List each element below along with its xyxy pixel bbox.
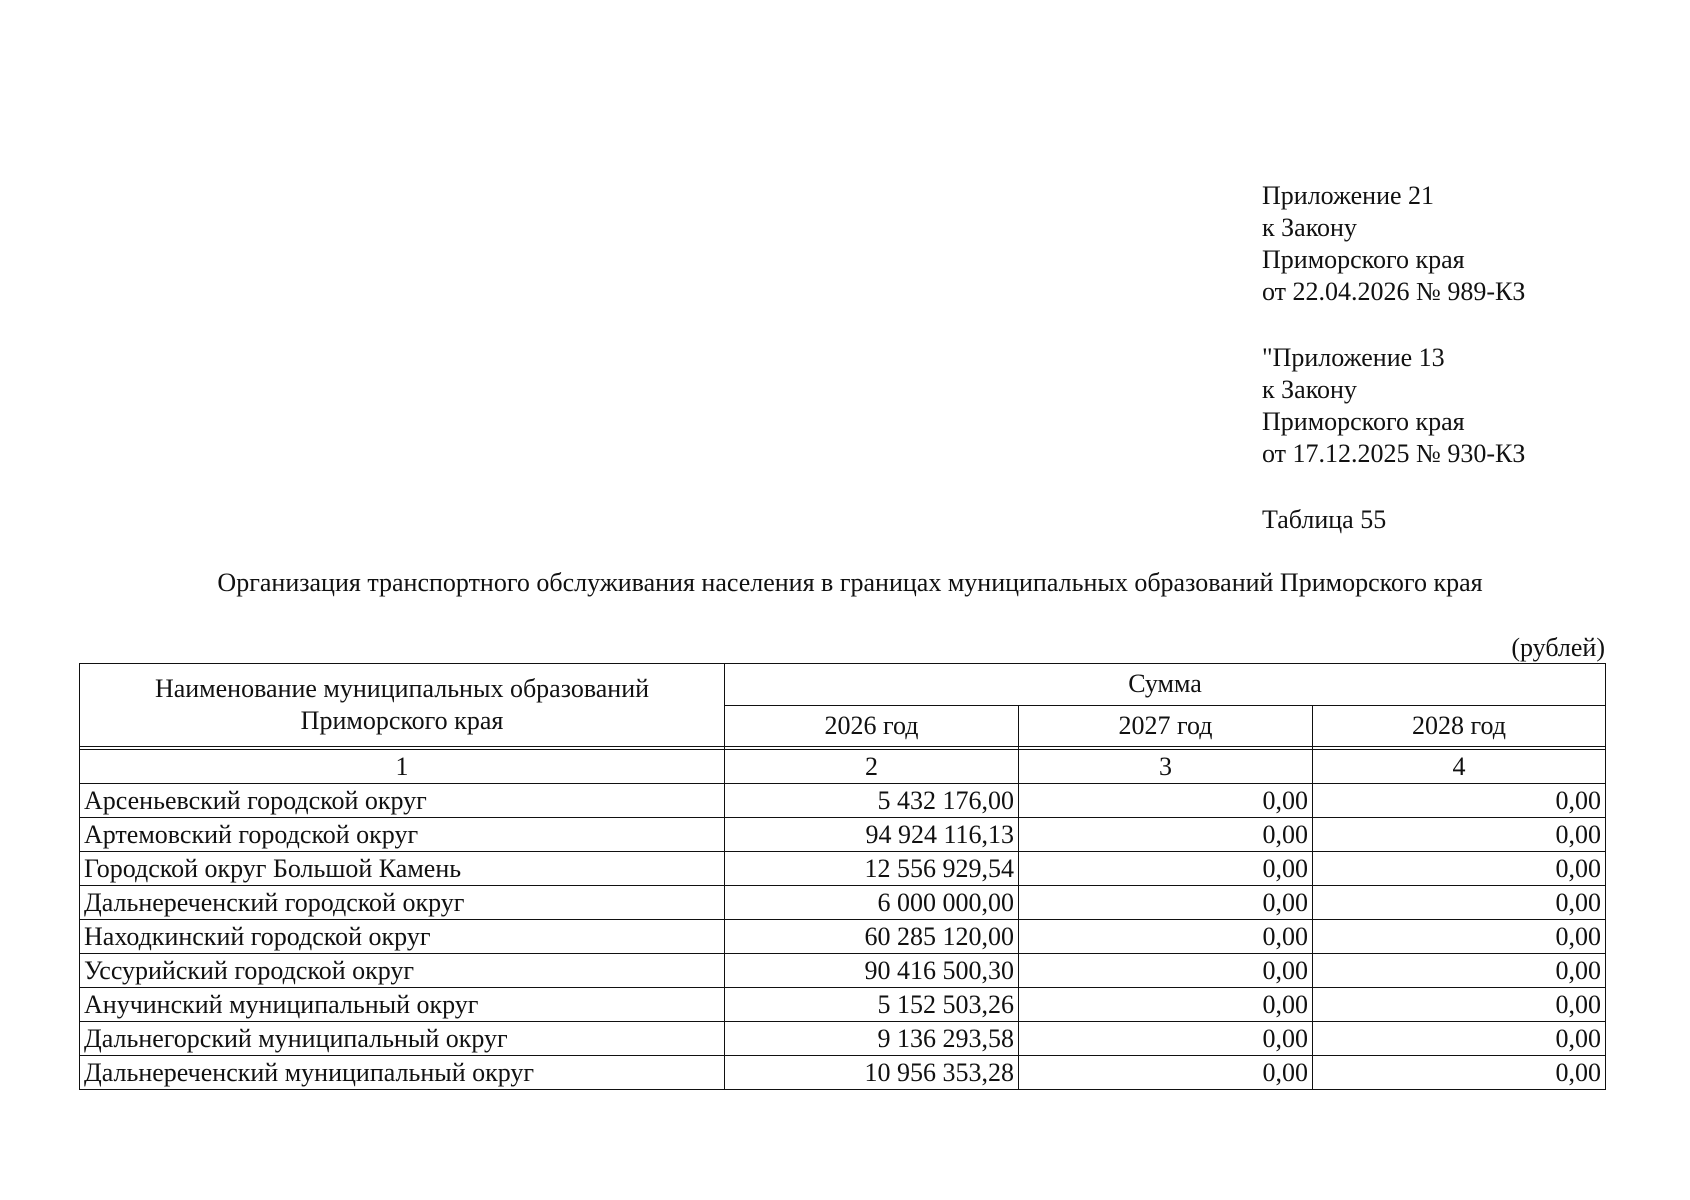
amount-2027: 0,00 (1019, 852, 1313, 886)
municipality-name: Артемовский городской округ (80, 818, 725, 852)
column-number: 4 (1313, 750, 1606, 784)
document-title: Организация транспортного обслуживания населения в границах муниципальных образований Приморского края (217, 568, 1483, 597)
header-municipality-name (80, 664, 725, 747)
amount-2028: 0,00 (1313, 886, 1606, 920)
column-number: 3 (1019, 750, 1313, 784)
amount-2028: 0,00 (1313, 988, 1606, 1022)
municipality-name: Дальнегорский муниципальный округ (80, 1022, 725, 1056)
municipality-name: Городской округ Большой Камень (80, 852, 725, 886)
municipality-name: Дальнереченский городской округ (80, 886, 725, 920)
table-row (80, 818, 1606, 852)
header-year-2028: 2028 год (1313, 705, 1606, 747)
table-row (80, 920, 1606, 954)
table-row (80, 1022, 1606, 1056)
amount-2028: 0,00 (1313, 784, 1606, 818)
amount-2026: 94 924 116,13 (725, 818, 1019, 852)
amount-2026: 90 416 500,30 (725, 954, 1019, 988)
municipality-name: Находкинский городской округ (80, 920, 725, 954)
table-header-row (80, 664, 1606, 706)
budget-table (79, 663, 1606, 1090)
amount-2027: 0,00 (1019, 988, 1313, 1022)
header-name-text: Наименование муниципальных образований Приморского края (154, 674, 650, 735)
amount-2027: 0,00 (1019, 886, 1313, 920)
header-year-2027: 2027 год (1019, 705, 1313, 747)
annex-number: Приложение 21 (1262, 181, 1435, 210)
amount-2028: 0,00 (1313, 920, 1606, 954)
amount-2026: 5 152 503,26 (725, 988, 1019, 1022)
annex-region: Приморского края (1262, 407, 1465, 436)
amount-2026: 9 136 293,58 (725, 1022, 1019, 1056)
municipality-name: Уссурийский городской округ (80, 954, 725, 988)
amount-2027: 0,00 (1019, 920, 1313, 954)
municipality-name: Арсеньевский городской округ (80, 784, 725, 818)
column-number: 2 (725, 750, 1019, 784)
amount-2028: 0,00 (1313, 818, 1606, 852)
amount-2027: 0,00 (1019, 818, 1313, 852)
amount-2028: 0,00 (1313, 1056, 1606, 1090)
amount-2027: 0,00 (1019, 954, 1313, 988)
annex-number: "Приложение 13 (1262, 343, 1445, 372)
annex-law-date: от 22.04.2026 № 989-КЗ (1262, 277, 1526, 306)
municipality-name: Анучинский муниципальный округ (80, 988, 725, 1022)
annex-region: Приморского края (1262, 245, 1465, 274)
table-number: Таблица 55 (1262, 505, 1387, 534)
table-row (80, 954, 1606, 988)
amount-2027: 0,00 (1019, 784, 1313, 818)
table-row (80, 852, 1606, 886)
amount-2026: 6 000 000,00 (725, 886, 1019, 920)
header-sum: Сумма (725, 664, 1606, 706)
annex-reference-current (1262, 180, 1525, 308)
table-row (80, 988, 1606, 1022)
amount-2026: 12 556 929,54 (725, 852, 1019, 886)
header-year-2026: 2026 год (725, 705, 1019, 747)
table-row (80, 784, 1606, 818)
amount-2028: 0,00 (1313, 852, 1606, 886)
annex-law-date: от 17.12.2025 № 930-КЗ (1262, 439, 1526, 468)
amount-2028: 0,00 (1313, 1022, 1606, 1056)
amount-2026: 60 285 120,00 (725, 920, 1019, 954)
amount-2028: 0,00 (1313, 954, 1606, 988)
annex-law-label: к Закону (1262, 213, 1357, 242)
municipality-name: Дальнереченский муниципальный округ (80, 1056, 725, 1090)
annex-law-label: к Закону (1262, 375, 1357, 404)
column-number: 1 (80, 750, 725, 784)
annex-reference-amended (1262, 342, 1525, 470)
amount-2027: 0,00 (1019, 1056, 1313, 1090)
column-number-row (80, 750, 1606, 784)
amount-2027: 0,00 (1019, 1022, 1313, 1056)
table-row (80, 886, 1606, 920)
table-row (80, 1056, 1606, 1090)
units-label: (рублей) (1511, 633, 1605, 662)
amount-2026: 5 432 176,00 (725, 784, 1019, 818)
amount-2026: 10 956 353,28 (725, 1056, 1019, 1090)
